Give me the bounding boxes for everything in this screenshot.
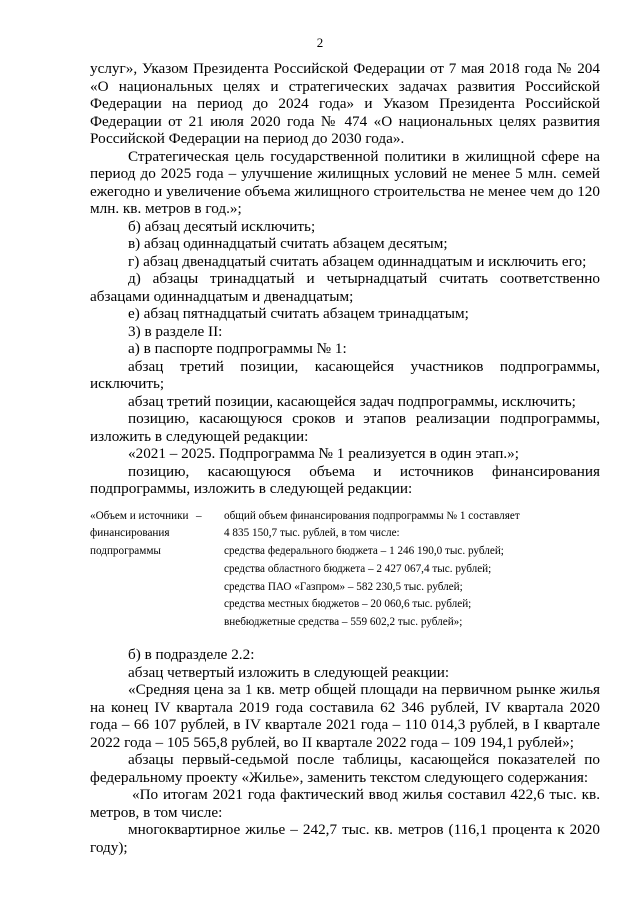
passport-line: средства федерального бюджета – 1 246 190,0 тыс. рублей; — [224, 545, 504, 558]
paragraph: «Средняя цена за 1 кв. метр общей площади на первичном рынке жилья на конец IV квартала 2019 года составила 62 346 рублей, IV квартала 2020 года – 66 107 рублей, в IV квартале 2021 года – 110 014,3 рублей, в I квартале 2022 года – 105 565,8 рублей, во II квартале 2022 года – 109 194,1 рублей»; — [90, 681, 600, 751]
paragraph: д) абзацы тринадцатый и четырнадцатый считать соответственно абзацами одиннадцатым и двенадцатым; — [90, 270, 600, 305]
paragraph: позицию, касающуюся объема и источников финансирования подпрограммы, изложить в следующей редакции: — [90, 462, 600, 497]
passport-line: 4 835 150,7 тыс. рублей, в том числе: — [224, 527, 400, 540]
passport-line: средства областного бюджета – 2 427 067,4 тыс. рублей; — [224, 562, 492, 575]
paragraph: е) абзац пятнадцатый считать абзацем тринадцатым; — [128, 305, 469, 322]
paragraph: «По итогам 2021 года фактический ввод жилья составил 422,6 тыс. кв. метров, в том числе: — [90, 786, 600, 821]
paragraph: 3) в разделе II: — [128, 322, 223, 340]
paragraph: в) абзац одиннадцатый считать абзацем десятым; — [128, 235, 448, 252]
document-body — [90, 60, 600, 856]
paragraph: многоквартирное жилье – 242,7 тыс. кв. метров (116,1 процента к 2020 году); — [90, 821, 600, 856]
paragraph: г) абзац двенадцатый считать абзацем одиннадцатым и исключить его; — [128, 252, 587, 270]
passport-line: средства ПАО «Газпром» – 582 230,5 тыс. рублей; — [224, 580, 463, 593]
paragraph: Стратегическая цель государственной политики в жилищной сфере на период до 2025 года – улучшение жилищных условий не менее 5 млн. семей ежегодно и увеличение объема жилищного строительства не менее чем до 120 млн. кв. метров в год.»; — [90, 147, 600, 217]
passport-content — [224, 508, 600, 633]
paragraph: а) в паспорте подпрограммы № 1: — [128, 340, 347, 357]
passport-line: средства местных бюджетов – 20 060,6 тыс. рублей; — [224, 598, 472, 611]
passport-line: общий объем финансирования подпрограммы № 1 составляет — [224, 509, 520, 522]
paragraph: услуг», Указом Президента Российской Федерации от 7 мая 2018 года № 204 «О национальных целях и стратегических задачах развития Российской Федерации на период до 2024 года» и Указом Президента Российской Федерации от 21 июля 2020 года № 474 «О национальных целях развития Российской Федерации на период до 2030 года». — [90, 60, 600, 147]
passport-line: внебюджетные средства – 559 602,2 тыс. рублей»; — [224, 616, 463, 629]
paragraph: абзац четвертый изложить в следующей реакции: — [128, 663, 450, 681]
passport-table — [90, 508, 600, 633]
passport-dash: – — [196, 509, 202, 522]
paragraph: б) в подразделе 2.2: — [128, 646, 255, 664]
paragraph: б) абзац десятый исключить; — [128, 217, 316, 235]
paragraph: позицию, касающуюся сроков и этапов реализации подпрограммы, изложить в следующей редакции: — [90, 410, 600, 445]
paragraph: «2021 – 2025. Подпрограмма № 1 реализуется в один этап.»; — [128, 445, 519, 462]
paragraph: абзацы первый-седьмой после таблицы, касающейся показателей по федеральному проекту «Жилье», заменить текстом следующего содержания: — [90, 751, 600, 786]
paragraph: абзац третий позиции, касающейся задач подпрограммы, исключить; — [128, 392, 576, 410]
passport-label: «Объем и источники финансирования подпрограммы — [90, 509, 189, 558]
page-number: 2 — [316, 35, 324, 50]
paragraph: абзац третий позиции, касающейся участников подпрограммы, исключить; — [90, 357, 600, 392]
